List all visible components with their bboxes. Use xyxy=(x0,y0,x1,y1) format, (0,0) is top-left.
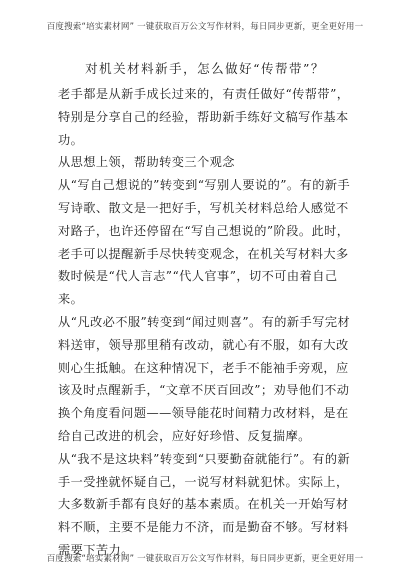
paragraph-intro: 老手都是从新手成长过来的，有责任做好“传帮带”，特别是分享自己的经验，帮助新手练好文稿写作基本功。 xyxy=(58,87,350,147)
top-banner: 百度搜索“培实素材网” 一键获取百万公文写作材料，每日同步更新，更全更好用一 xyxy=(46,22,364,32)
paragraph-point-1: 从“写自己想说的”转变到“写别人要说的”。有的新手写诗歌、散文是一把好手，写机关材料总给人感觉不对路子，也许还停留在“写自己想说的”阶段。此时，老手可以提醒新手尽快转变观念，在机关写材料大多数时候是“代人言志”“代人官事”，切不可由着自己来。 xyxy=(58,178,351,307)
document-title: 对机关材料新手，怎么做好“传帮带”？ xyxy=(85,61,325,76)
bottom-banner: 百度搜索“培实素材网” 一键获取百万公文写作材料，每日同步更新，更全更好用一 xyxy=(46,554,364,564)
section-heading: 从思想上领，帮助转变三个观念 xyxy=(58,155,235,170)
paragraph-point-2: 从“凡改必不服”转变到“闻过则喜”。有的新手写完材料送审，领导那里稍有改动，就心有不服，如有大改则心生抵触。在这种情况下，老手不能袖手旁观，应该及时点醒新手，“文章不厌百回改”；劝导他们不动换个角度看问题——领导能花时间精力改材料，是在给自己改进的机会，应好好珍惜、反复揣摩。 xyxy=(58,314,351,443)
document-body xyxy=(58,83,358,562)
paragraph-point-3: 从“我不是这块料”转变到“只要勤奋就能行”。有的新手一受挫就怀疑自己，一说写材料就犯怵。实际上，大多数新手都有良好的基本素质。在机关一开始写材料不顺，主要不是能力不济，而是勤奋不够。写材料需要下苦力。 xyxy=(58,451,351,557)
